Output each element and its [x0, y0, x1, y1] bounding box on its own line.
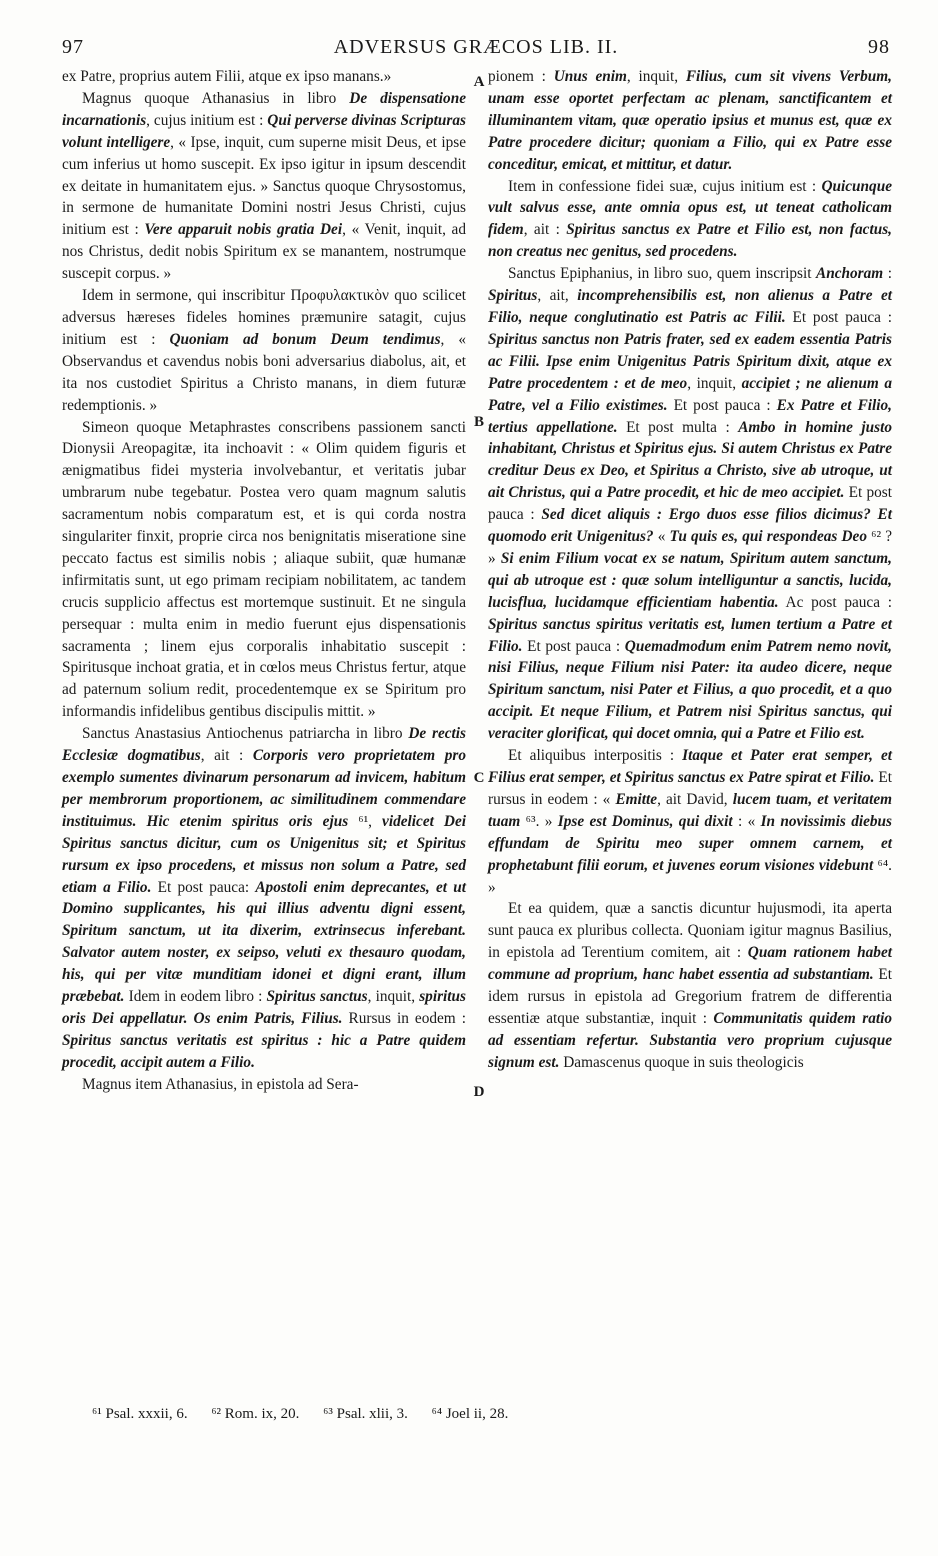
- paragraph: Magnus quoque Athanasius in libro De dispensatione incarnationis, cujus initium est : Qui perverse divinas Scripturas volunt intelligere, « Ipse, inquit, cum superne misit Deus, et ipse cum inferius ut homo suscepit. Ex ipso igitur in ipsum descendit ex deitate in humanitatem ejus. » Sanctus quoque Chrysostomus, in sermone de humanitate Domini nostri Jesus Christi, cujus initium est : Vere apparuit nobis gratia Dei, « Venit, inquit, ad nos Christus, dedit nobis Spiritum ex se manantem, nostrumque suscepit corpus. »: [62, 89, 466, 283]
- footnote: ⁶¹ Psal. xxxii, 6.: [92, 1406, 188, 1422]
- margin-marker-b: B: [473, 414, 484, 430]
- paragraph: Et aliquibus interpositis : Itaque et Pater erat semper, et Filius erat semper, et Spiritus sanctus ex Patre spirat et Filio. Et rursus in eodem : « Emitte, ait David, lucem tuam, et veritatem tuam ⁶³. » Ipse est Dominus, qui dixit : « In novissimis diebus effundam de Spiritu meo super omnem carnem, et prophetabunt filii eorum, et juvenes eorum visiones videbunt ⁶⁴. »: [488, 747, 893, 896]
- paragraph: Et ea quidem, quæ a sanctis dicuntur hujusmodi, ita aperta sunt pauca ex pluribus collecta. Quoniam igitur magnus Basilius, in epistola ad Terentium comitem, ait : Quam rationem habet commune ad proprium, hanc habet essentia ad substantiam. Et idem rursus in epistola ad Gregorium fratrem de differentia essentiæ atque substantiæ, inquit : Communitatis quidem ratio ad essentiam refertur. Substantia vero proprium cujusque signum est. Damascenus quoque in suis theologicis: [488, 900, 893, 1071]
- footnote: ⁶³ Psal. xlii, 3.: [323, 1406, 408, 1422]
- right-column: [488, 66, 892, 1074]
- paragraph: ex Patre, proprius autem Filii, atque ex ipso manans.»: [62, 68, 392, 85]
- margin-marker-c: C: [473, 770, 485, 786]
- footnote: ⁶⁴ Joel ii, 28.: [431, 1406, 509, 1422]
- paragraph: Item in confessione fidei suæ, cujus initium est : Quicunque vult salvus esse, ante omnia opus est, ut teneat catholicam fidem, ait : Spiritus sanctus ex Patre et Filio est, non factus, non creatus nec genitus, sed procedens.: [488, 177, 892, 261]
- page-number-left: 97: [62, 36, 84, 58]
- left-column: [62, 66, 466, 1096]
- margin-marker-a: A: [473, 74, 485, 90]
- page-number-right: 98: [868, 36, 890, 58]
- running-title: ADVERSUS GRÆCOS LIB. II.: [333, 36, 619, 58]
- paragraph: Magnus item Athanasius, in epistola ad Sera-: [82, 1075, 359, 1093]
- paragraph: Idem in sermone, qui inscribitur Προφυλακτικὸν quo scilicet adversus hæreses fideles homines præmunire satagit, cujus initium est : Quoniam ad bonum Deum tendimus, « Observandus et cavendus nobis boni adversarius diabolus, ait, et ita nos custodiet Spiritus a Christo manans, in diem futuræ redemptionis. »: [62, 287, 467, 414]
- footnotes: [62, 1406, 920, 1423]
- paragraph: Sanctus Anastasius Antiochenus patriarcha in libro De rectis Ecclesiæ dogmatibus, ait : Corporis vero proprietatem pro exemplo sumentes divinarum personarum ad invicem, habitum per membrorum proportionem, ac similitudinem commendare instituimus. Hic etenim spiritus oris ejus ⁶¹, videlicet Dei Spiritus sanctus dicitur, cum os Unigenitus sit; et Spiritus rursum ex ipso procedens, et missus non solum a Patre, sed etiam a Filio. Et post pauca: Apostoli enim deprecantes, et ut Domino supplicantes, his qui illius adventu digni essent, Spiritum sanctum, ut ita dixerim, extrinsecus inferebant. Salvator autem noster, ex seipso, veluti ex thesauro quodam, his, qui per vitæ munditiam idonei et digni erant, illum præbebat. Idem in eodem libro : Spiritus sanctus, inquit, spiritus oris Dei appellatur. Os enim Patris, Filius. Rursus in eodem : Spiritus sanctus veritatis est spiritus : hic a Patre quidem procedit, accipit autem a Filio.: [62, 725, 466, 1071]
- footnote: ⁶² Rom. ix, 20.: [211, 1406, 300, 1422]
- paragraph: Simeon quoque Metaphrastes conscribens passionem sancti Dionysii Areopagitæ, ita inchoavit : « Olim quidem figuris et ænigmatibus fidei mysteria involvebantur, et veritatis jubar umbrarum nube tegebatur. Postea vero quam magnum salutis sacramentum nobis comparatum est, et is qui corda nostra singulariter finxit, proprie circa nos benignitatis miseratione sine peccato factus est similis nobis ; aliaque subiit, quæ humanæ infirmitatis sunt, ut ego primam recipiam nobilitatem, ac tandem crucis supplicio affectus est mortemque sustinuit. Et ne singula persequar : multa enim in medio fuerunt ejus dispensationis sacramenta ; linem ejus corporalis inhabitatio suscepit : Spiritusque inchoat gratia, et in cœlos meus Christus fertur, atque ad paternum solium redit, procedentemque ex se Spiritum pro informandis infidelibus gentibus discipulis mittit. »: [62, 418, 466, 721]
- running-header: [62, 36, 890, 66]
- paragraph: Sanctus Epiphanius, in libro suo, quem inscripsit Anchoram : Spiritus, ait, incomprehensibilis est, non alienus a Patre et Filio, neque conglutinatio est Patris ac Filii. Et post pauca : Spiritus sanctus non Patris frater, sed ex eadem essentia Patris ac Filii. Ipse enim Unigenitus Patris Spiritum dixit, atque ex Patre procedentem : et de meo, inquit, accipiet ; ne alienum a Patre, vel a Filio existimes. Et post pauca : Ex Patre et Filio, tertius appellatione. Et post multa : Ambo in homine justo inhabitant, Christus et Spiritus ejus. Si autem Christus ex Patre creditur Deus ex Deo, et Spiritus a Christo, sive ab utroque, ut ait Christus, qui a Patre procedit, et hic de meo accipiet. Et post pauca : Sed dicet aliquis : Ergo duos esse filios dicimus? Et quomodo erit Unigenitus? « Tu quis es, qui respondeas Deo ⁶² ? » Si enim Filium vocat ex se natum, Spiritum autem sanctum, qui ab utroque est : quæ solum intelliguntur a sanctis, lucida, lucisflua, lucidamque efficientiam habentia. Ac post pauca : Spiritus sanctus spiritus veritatis est, lumen tertium a Patre et Filio. Et post pauca : Quemadmodum enim Patrem nemo novit, nisi Filius, neque Filium nisi Pater: ita audeo dicere, neque Spiritum sanctum, nisi Pater et Filius, a quo procedit, et a quo accipit. Et neque Filium, et Patrem nisi Spiritus sanctus, qui veraciter glorificat, qui docet omnia, qui a Patre et Filio est.: [488, 265, 893, 743]
- margin-marker-d: D: [473, 1084, 485, 1100]
- paragraph: pionem : Unus enim, inquit, Filius, cum sit vivens Verbum, unam esse oportet perfectam ac plenam, sanctificantem et illuminantem vitam, quæ operatio ipsius et munus est, quæ ex Patre procedere dicitur; quoniam a Filio, qui ex Patre esse conceditur, emicat, et mittitur, et datur.: [488, 68, 892, 173]
